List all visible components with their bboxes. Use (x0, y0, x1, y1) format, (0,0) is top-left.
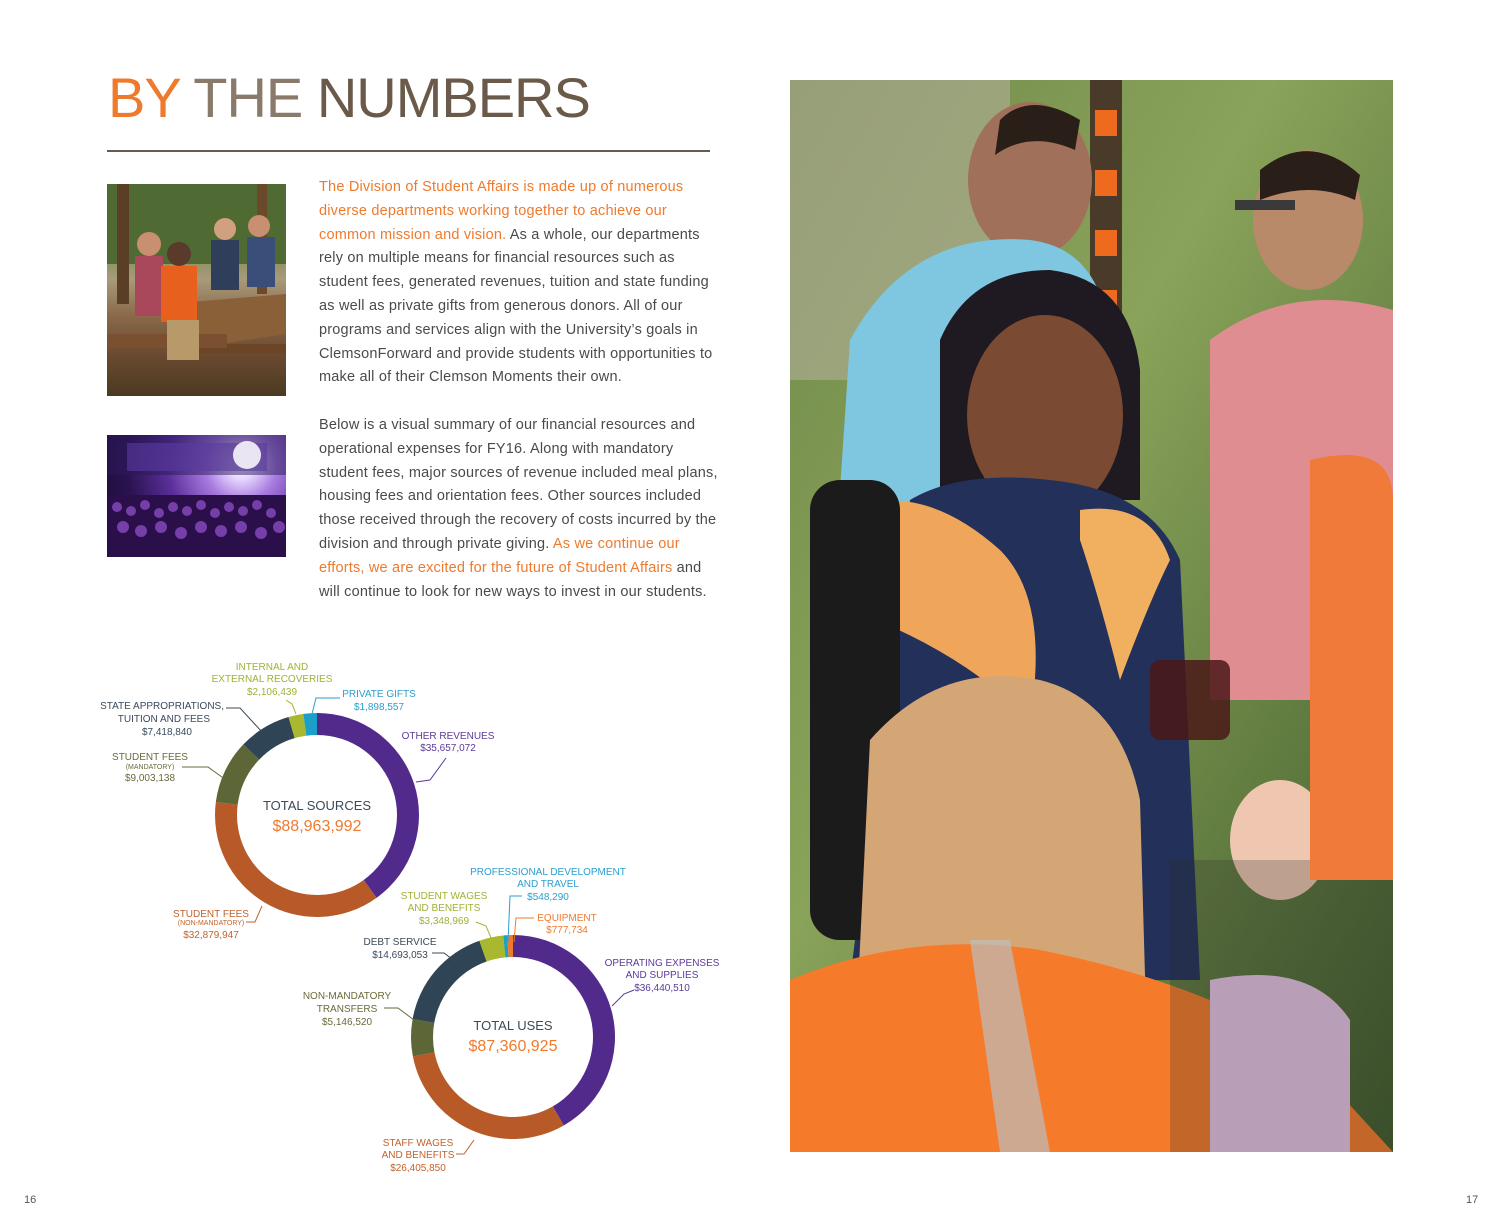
leader-transfers (384, 1008, 414, 1020)
sources-donut (215, 713, 419, 917)
label-recoveries-1: INTERNAL AND (235, 662, 309, 673)
page-number-right: 17 (1466, 1194, 1479, 1206)
label-state-2: TUITION AND FEES (117, 714, 210, 725)
label-operating-2: AND SUPPLIES (625, 970, 699, 981)
leader-other (416, 758, 446, 782)
label-gifts-value: $1,898,557 (353, 702, 405, 713)
uses-donut (411, 935, 615, 1139)
label-profdev-1: PROFESSIONAL DEVELOPMENT (470, 867, 626, 878)
summary-paragraph (319, 414, 719, 604)
summary-tail: and will continue to look for new ways to invest in our students. (319, 559, 707, 600)
label-equipment-value: $777,734 (546, 925, 588, 936)
label-staff-2: AND BENEFITS (381, 1150, 455, 1161)
sources-center-total: $88,963,992 (272, 818, 362, 835)
label-staff-value: $26,405,850 (390, 1163, 446, 1174)
leader-fees-m (182, 767, 226, 780)
label-recoveries-value: $2,106,439 (246, 687, 298, 698)
hero-photo (790, 80, 1393, 1152)
leader-studwages (476, 922, 492, 940)
label-operating-1: OPERATING EXPENSES (604, 958, 720, 969)
label-debt-value: $14,693,053 (372, 950, 428, 961)
label-other-name: OTHER REVENUES (401, 731, 495, 742)
label-equipment-name: EQUIPMENT (537, 913, 597, 924)
label-fees-m-value: $9,003,138 (124, 773, 176, 784)
leader-gifts (312, 698, 340, 714)
page-number-left: 16 (24, 1194, 37, 1206)
label-transfers-value: $5,146,520 (321, 1017, 373, 1028)
label-fees-nm-name: STUDENT FEES (173, 909, 249, 920)
label-studwages-2: AND BENEFITS (407, 903, 481, 914)
label-fees-m-sub: (MANDATORY) (125, 764, 175, 771)
summary-body: Below is a visual summary of our financial resources and operational expenses for FY16. Along with mandatory student fees, major sources of revenue included meal plans, housing fees and orientation fees. Other sources included those received through the recovery of costs incurred by the division and through private giving. (319, 417, 718, 552)
intro-highlight: The Division of Student Affairs is made up of numerous diverse departments working together to achieve our common mission and vision. (319, 179, 684, 243)
summary-highlight: As we continue our efforts, we are excited for the future of Student Affairs (319, 535, 680, 576)
label-studwages-1: STUDENT WAGES (400, 891, 488, 902)
label-studwages-value: $3,348,969 (418, 916, 470, 927)
label-fees-m-name: STUDENT FEES (112, 752, 188, 763)
leader-recoveries (286, 700, 296, 714)
title-numbers: NUMBERS (316, 66, 590, 129)
label-gifts-name: PRIVATE GIFTS (342, 689, 416, 700)
donut-uses-slice-2 (411, 1019, 434, 1057)
uses-center-total: $87,360,925 (468, 1038, 558, 1055)
intro-paragraph (319, 176, 719, 390)
label-recoveries-2: EXTERNAL RECOVERIES (211, 674, 333, 685)
label-debt-name: DEBT SERVICE (363, 937, 437, 948)
label-transfers-1: NON-MANDATORY (302, 991, 392, 1002)
label-staff-1: STAFF WAGES (382, 1138, 454, 1149)
label-state-value: $7,418,840 (141, 727, 192, 738)
financial-donut-charts (0, 640, 760, 1200)
page-title (108, 66, 590, 129)
donut-uses-slice-1 (413, 1052, 564, 1139)
title-divider (107, 150, 710, 152)
title-by: BY (108, 66, 180, 129)
picnic-photo (107, 184, 286, 396)
leader-state (226, 708, 262, 732)
label-profdev-value: $548,290 (527, 892, 569, 903)
uses-center-title: TOTAL USES (473, 1018, 553, 1033)
title-the: THE (193, 66, 303, 129)
leader-operating (612, 990, 634, 1006)
label-profdev-2: AND TRAVEL (517, 879, 579, 890)
concert-photo (107, 435, 286, 557)
label-operating-value: $36,440,510 (634, 983, 690, 994)
sources-center-title: TOTAL SOURCES (262, 798, 372, 813)
donut-sources-slice-2 (216, 744, 259, 804)
label-fees-nm-value: $32,879,947 (183, 930, 239, 941)
label-other-value: $35,657,072 (420, 743, 476, 754)
label-fees-nm-sub: (NON-MANDATORY) (177, 920, 245, 927)
label-state-1: STATE APPROPRIATIONS, (100, 701, 224, 712)
label-transfers-2: TRANSFERS (316, 1004, 378, 1015)
intro-body: As a whole, our departments rely on multiple means for financial resources such as student fees, generated revenues, tuition and state funding as well as private gifts from generous donors. All of our programs and services align with the University’s goals in ClemsonForward and provide students with opportunities to make all of their Clemson Moments their own. (319, 226, 713, 386)
leader-staff (456, 1140, 474, 1154)
